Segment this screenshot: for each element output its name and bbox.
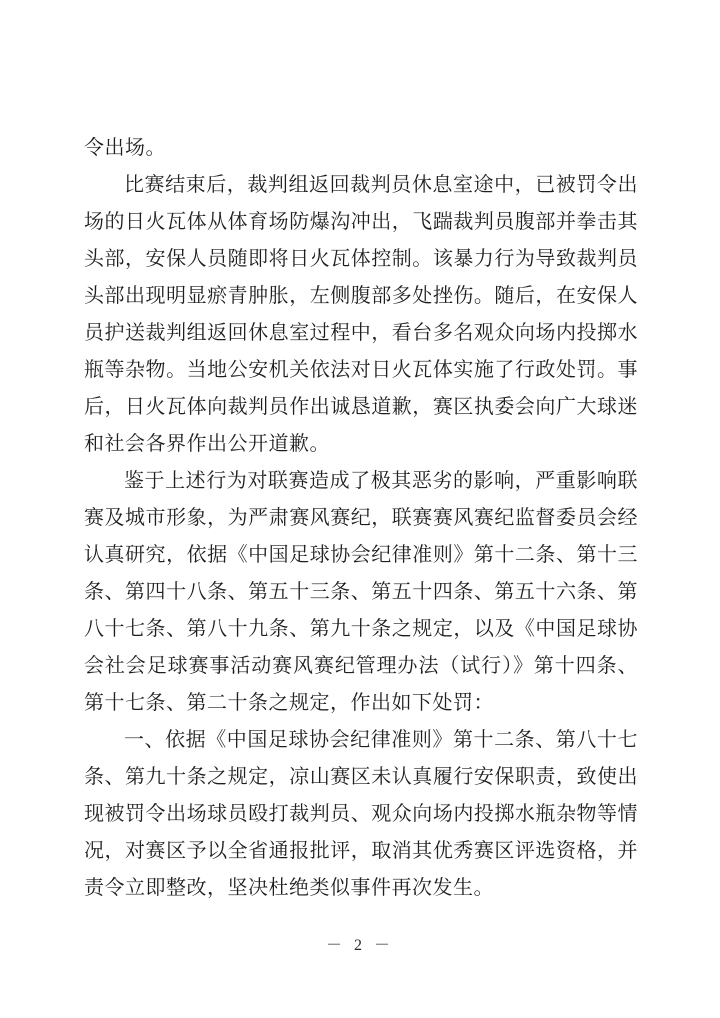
body-paragraph-incident: 比赛结束后，裁判组返回裁判员休息室途中，已被罚令出场的日火瓦体从体育场防爆沟冲出，飞踹裁判员腹部并拳击其头部，安保人员随即将日火瓦体控制。该暴力行为导致裁判员头部出现明显瘀青肿胀，左侧腹部多处挫伤。随后，在安保人员护送裁判组返回休息室过程中，看台多名观众向场内投掷水瓶等杂物。当地公安机关依法对日火瓦体实施了行政处罚。事后，日火瓦体向裁判员作出诚恳道歉，赛区执委会向广大球迷和社会各界作出公开道歉。 [84,174,638,455]
body-paragraph-continuation: 令出场。 [84,137,166,159]
body-paragraph-basis: 鉴于上述行为对联赛造成了极其恶劣的影响，严重影响联赛及城市形象，为严肃赛风赛纪，联赛赛风赛纪监督委员会经认真研究，依据《中国足球协会纪律准则》第十二条、第十三条、第四十八条、第五十三条、第五十四条、第五十六条、第八十七条、第八十九条、第九十条之规定，以及《中国足球协会社会足球赛事活动赛风赛纪管理办法（试行）》第十四条、第十七条、第二十条之规定，作出如下处罚： [84,470,638,714]
document-body [84,130,638,907]
body-paragraph-penalty-1: 一、依据《中国足球协会纪律准则》第十二条、第八十七条、第九十条之规定，凉山赛区未认真履行安保职责，致使出现被罚令出场球员殴打裁判员、观众向场内投掷水瓶杂物等情况，对赛区予以全省通报批评，取消其优秀赛区评选资格，并责令立即整改，坚决杜绝类似事件再次发生。 [84,729,638,899]
page-number: － 2 － [325,937,394,954]
